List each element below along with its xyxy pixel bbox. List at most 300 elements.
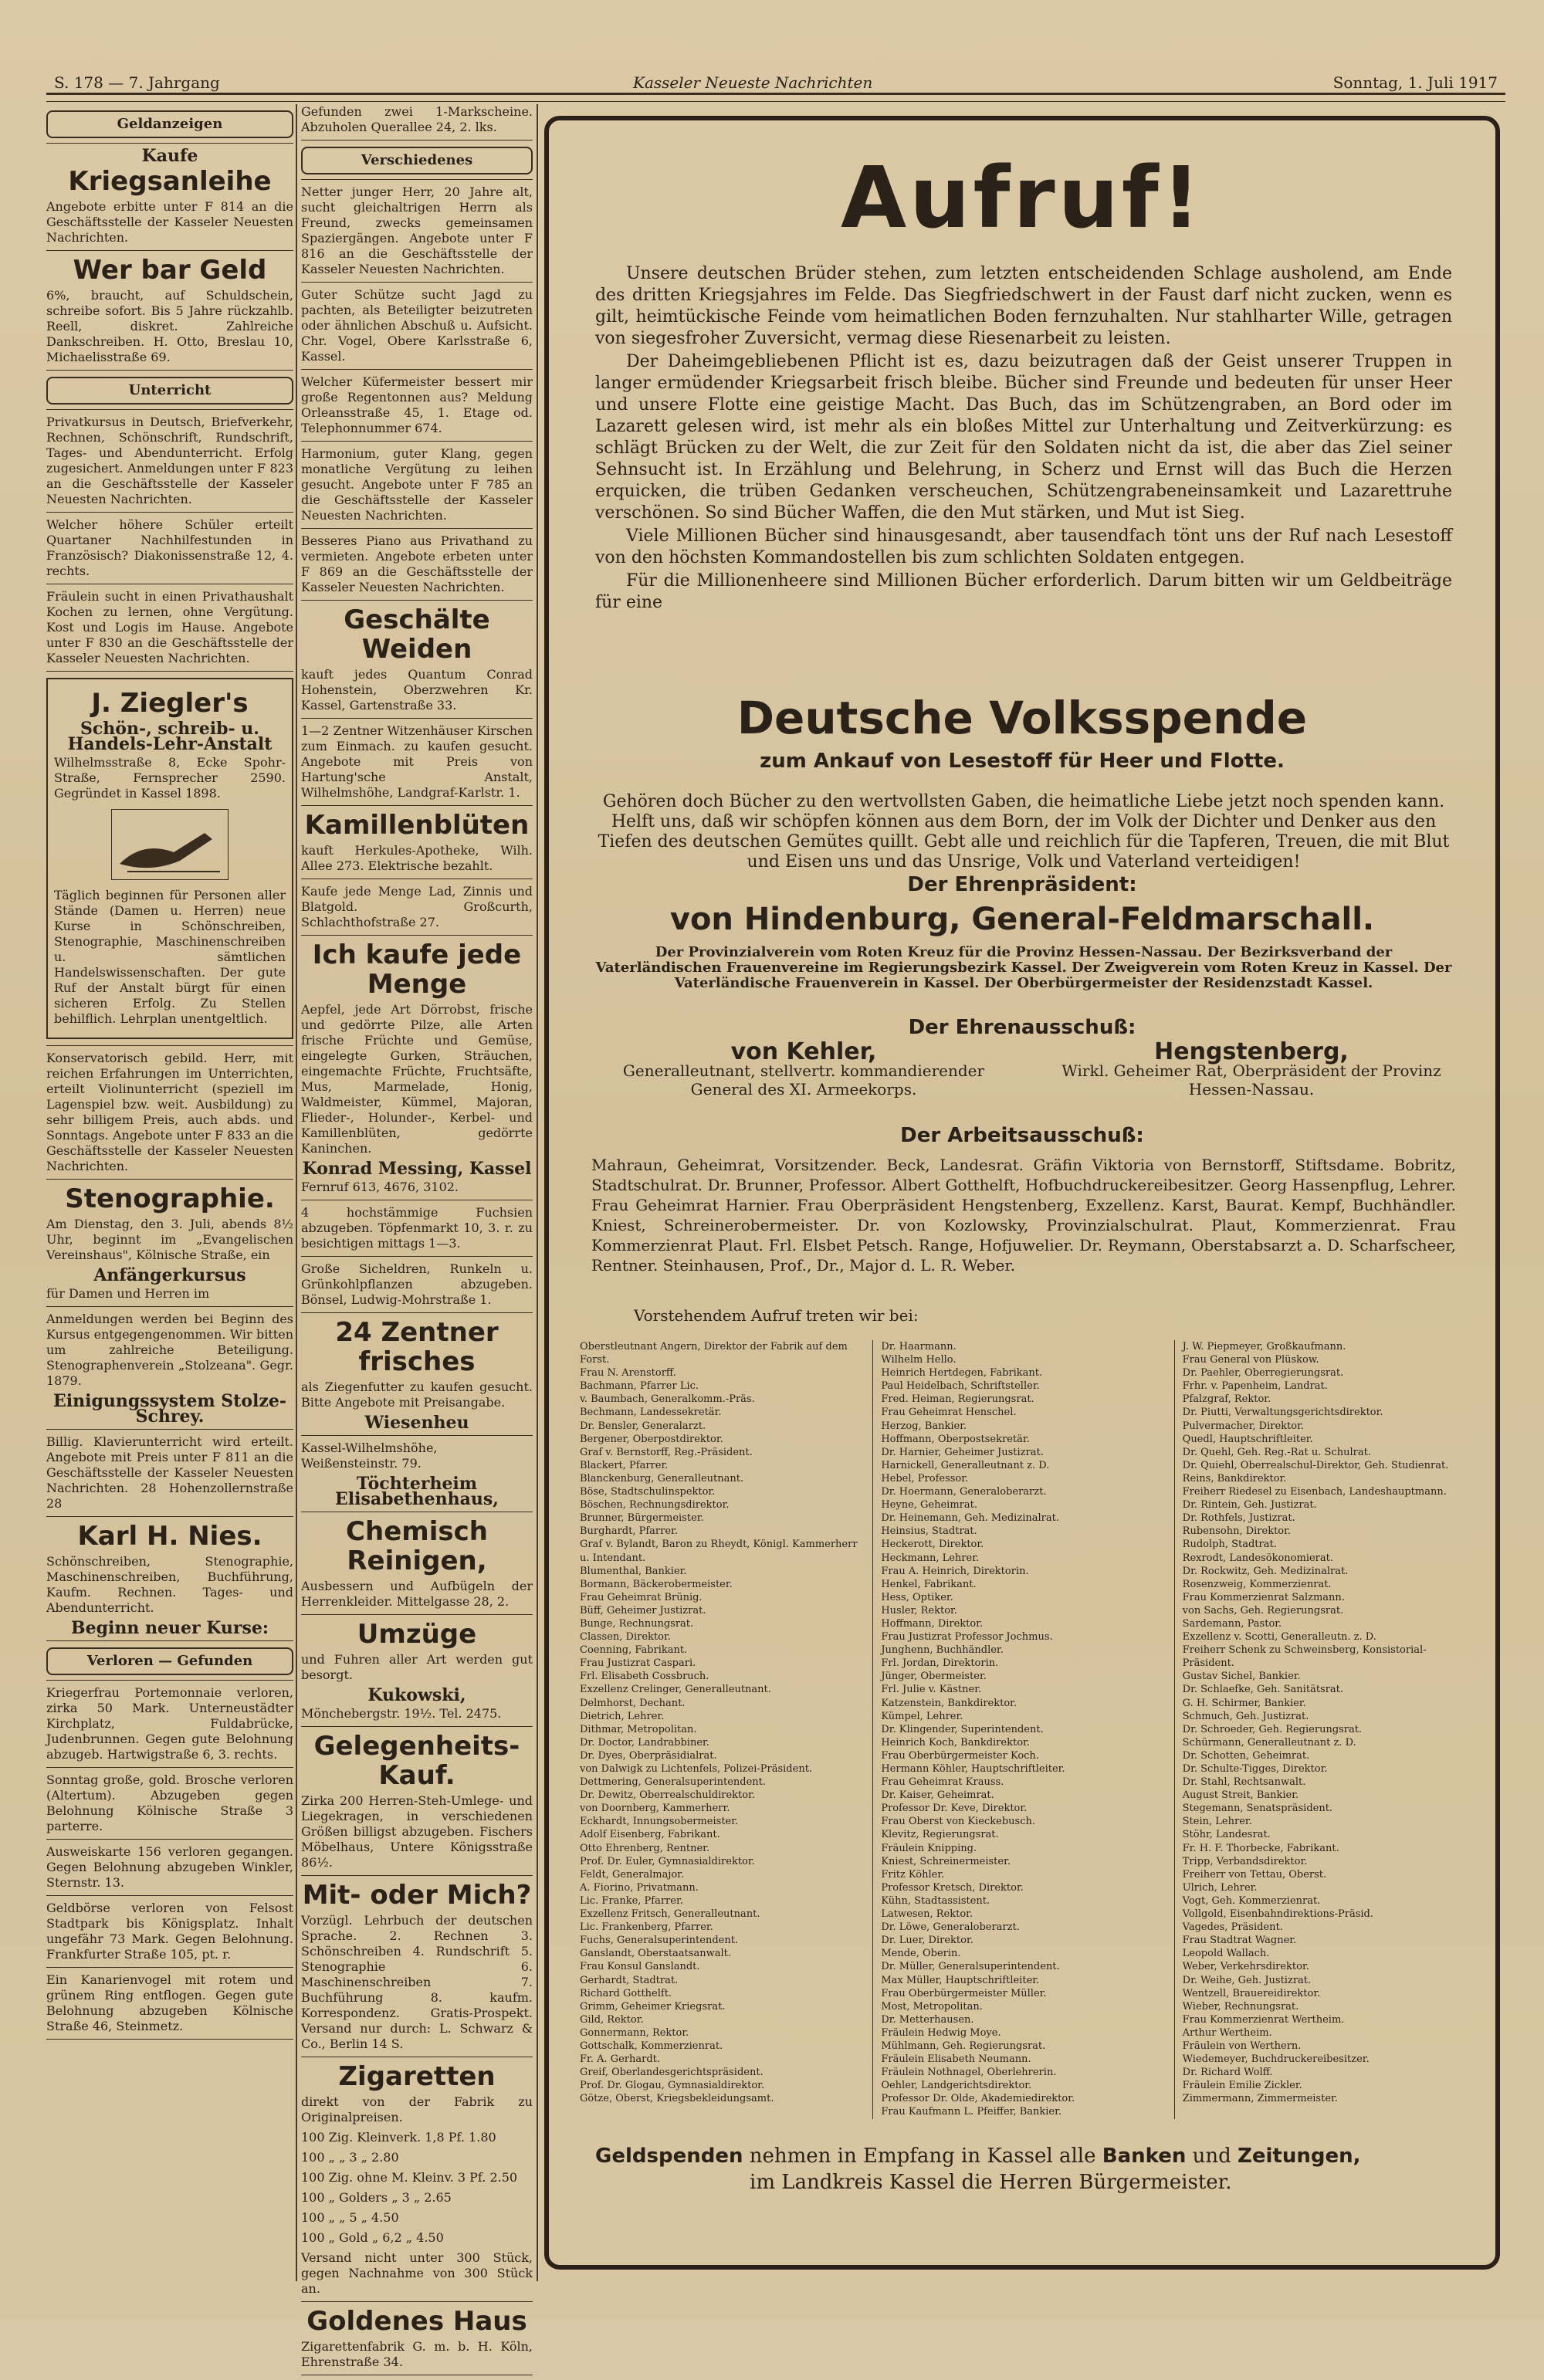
geldspenden-text-2: im Landkreis Kassel die Herren Bürgermeister. bbox=[750, 2171, 1232, 2194]
supporters-column-3 bbox=[1183, 1340, 1468, 2119]
aufruf-text bbox=[595, 263, 1452, 615]
supporter-name: Frl. Jordan, Direktorin. bbox=[881, 1657, 999, 1670]
classified-ad bbox=[46, 517, 293, 579]
ad-highlight: Konrad Messing, Kassel bbox=[302, 1159, 532, 1179]
supporter-name: Frau Kommerzienrat Salzmann. bbox=[1182, 1591, 1345, 1603]
supporter-name: Lic. Frankenberg, Pfarrer. bbox=[580, 1921, 713, 1934]
supporter-name: Frau Oberbürgermeister Koch. bbox=[881, 1749, 1039, 1762]
supporter-name: Eckhardt, Innungsobermeister. bbox=[580, 1816, 739, 1828]
supporter-name: Fräulein Hedwig Moye. bbox=[881, 2026, 1001, 2039]
ad-text: Billig. Klavierunterricht wird erteilt. Angebote mit Preis unter F 811 an die Geschäftsstelle der Kasseler Neuesten Nachrichten. 28 Hohenzollernstraße 28 bbox=[46, 1434, 293, 1511]
ad-separator bbox=[301, 1256, 533, 1257]
supporter-name: Frau A. Heinrich, Direktorin. bbox=[881, 1565, 1029, 1577]
supporter-name: Latwesen, Rektor. bbox=[881, 1908, 973, 1921]
header-rule bbox=[46, 93, 1505, 102]
supporter-name: Schürmann, Generalleutnant z. D. bbox=[1182, 1736, 1356, 1749]
supporter-name: Fuchs, Generalsuperintendent. bbox=[580, 1935, 739, 1947]
ad-separator bbox=[301, 718, 533, 719]
classified-column-2 bbox=[301, 104, 533, 2380]
supporter-name: Kniest, Schreinermeister. bbox=[881, 1855, 1011, 1867]
ehrenpraesident-heading: Der Ehrenpräsident: bbox=[907, 873, 1137, 896]
vereine-list: Der Provinzialverein vom Roten Kreuz für die Provinz Hessen-Nassau. Der Bezirksverband der Vaterländischen Frauenvereine im Regierungsbezirk Kassel. Der Zweigverein vom Roten Kreuz in Kassel. Der Vaterländische Frauenverein in Kassel. Der Oberbürgermeister der Residenzstadt Kassel. bbox=[595, 944, 1452, 991]
supporter-name: Heckerott, Direktor. bbox=[881, 1539, 984, 1551]
ad-text: Vorzügl. Lehrbuch der deutschen Sprache. 2. Rechnen 3. Schönschreiben 4. Rundschrift 5. Stenographie 6. Maschinenschreiben 7. Buchführung 8. kaufm. Korrespondenz. Gratis-Prospekt. Versand nur durch: L. Schwarz & Co., Berlin 14 S. bbox=[301, 1913, 533, 2051]
ad-separator bbox=[301, 528, 533, 529]
supporter-name: Heinrich Hertdegen, Fabrikant. bbox=[881, 1367, 1043, 1380]
classified-ad bbox=[46, 678, 293, 1039]
ad-separator bbox=[46, 1516, 293, 1517]
classified-column-1 bbox=[46, 104, 293, 2044]
ad-text: Kassel-Wilhelmshöhe, Weißensteinstr. 79. bbox=[301, 1441, 438, 1471]
supporter-name: Frau Geheimrat Brünig. bbox=[580, 1591, 703, 1603]
ad-text: Geldbörse verloren von Felsost Stadtpark bis Königsplatz. Inhalt ungefähr 73 Mark. Gegen Belohnung. Frankfurter Straße 105, pt. r. bbox=[46, 1901, 293, 1962]
supporter-name: Dr. Schlaefke, Geh. Sanitätsrat. bbox=[1182, 1684, 1344, 1696]
classified-ad bbox=[301, 884, 533, 930]
supporter-name: Frhr. v. Papenheim, Landrat. bbox=[1182, 1380, 1328, 1393]
price-line: 100 „ „ 5 „ 4.50 bbox=[301, 2210, 399, 2225]
ad-title: Kamillenblüten bbox=[304, 810, 530, 841]
ad-separator bbox=[46, 1967, 293, 1968]
supporter-name: Wieber, Rechnungsrat. bbox=[1182, 2000, 1299, 2013]
supporter-name: Hess, Optiker. bbox=[881, 1591, 953, 1603]
ad-separator bbox=[46, 1640, 293, 1641]
supporter-name: Dr. Rockwitz, Geh. Medizinalrat. bbox=[1182, 1565, 1349, 1577]
supporter-name: Frau Geheimrat Krauss. bbox=[881, 1776, 1004, 1789]
ehren-right-desc: Wirkl. Geheimer Rat, Oberpräsident der Provinz Hessen-Nassau. bbox=[1062, 1061, 1441, 1099]
ad-highlight: Wiesenheu bbox=[364, 1413, 469, 1433]
supporter-name: Greif, Oberlandesgerichtspräsident. bbox=[580, 2067, 764, 2079]
supporter-name: Freiherr von Tettau, Oberst. bbox=[1182, 1868, 1327, 1881]
supporter-name: Max Müller, Hauptschriftleiter. bbox=[881, 1974, 1040, 1986]
supporter-name: J. W. Piepmeyer, Großkaufmann. bbox=[1182, 1341, 1346, 1353]
supporter-name: Weber, Verkehrsdirektor. bbox=[1182, 1961, 1309, 1973]
supporter-name: Kümpel, Lehrer. bbox=[881, 1710, 963, 1722]
classified-ad bbox=[46, 1972, 293, 2034]
section-heading: Verschiedenes bbox=[301, 147, 533, 174]
supporter-name: Gustav Sichel, Bankier. bbox=[1182, 1671, 1301, 1683]
ad-text: Täglich beginnen für Personen aller Stände (Damen u. Herren) neue Kurse in Schönschreiben, Stenographie, Maschinenschreiben u. sämtlichen Handelswissenschaften. Der gute Ruf der Anstalt bürgt für einen sicheren Erfolg. Zu Stellen behilflich. Lehrplan unentgeltlich. bbox=[54, 888, 286, 1026]
ad-separator bbox=[46, 250, 293, 251]
supporter-name: Paul Heidelbach, Schriftsteller. bbox=[881, 1380, 1040, 1393]
ad-highlight: Töchterheim Elisabethenhaus, bbox=[335, 1474, 499, 1509]
ad-text: Kriegerfrau Portemonnaie verloren, zirka 50 Mark. Unterneustädter Kirchplatz, Fuldabrücke, Judenbrunnen. Gegen gute Belohnung abzugeb. Hartwigstraße 6, 3. rechts. bbox=[46, 1685, 293, 1762]
classified-ad bbox=[301, 533, 533, 595]
classified-ad bbox=[46, 1647, 293, 1675]
supporter-name: Gottschalk, Kommerzienrat. bbox=[580, 2040, 723, 2052]
classified-ad bbox=[301, 1881, 533, 2052]
supporter-name: Heinsius, Stadtrat. bbox=[881, 1525, 977, 1538]
supporter-name: Bergener, Oberpostdirektor. bbox=[580, 1433, 723, 1445]
ad-text: Versand nicht unter 300 Stück, gegen Nachnahme von 300 Stück an. bbox=[301, 2250, 533, 2296]
supporter-name: Dr. Heinemann, Geh. Medizinalrat. bbox=[881, 1512, 1059, 1525]
supporter-name: Coenning, Fabrikant. bbox=[580, 1644, 688, 1657]
ad-title: Stenographie. bbox=[65, 1183, 275, 1214]
supporter-name: Schmuch, Geh. Justizrat. bbox=[1182, 1710, 1309, 1722]
supporter-name: August Streit, Bankier. bbox=[1182, 1789, 1299, 1802]
ad-text: 4 hochstämmige Fuchsien abzugeben. Töpfenmarkt 10, 3. r. zu besichtigen mittags 1—3. bbox=[301, 1205, 533, 1251]
supporter-name: Dr. Luer, Direktor. bbox=[881, 1935, 973, 1947]
column-rule bbox=[1174, 1340, 1175, 2119]
supporter-name: Gonnermann, Rektor. bbox=[580, 2026, 689, 2039]
supporter-name: Otto Ehrenberg, Rentner. bbox=[580, 1842, 710, 1854]
ad-highlight: Anfängerkursus bbox=[93, 1265, 246, 1285]
supporter-name: Frau Stadtrat Wagner. bbox=[1182, 1935, 1297, 1947]
ad-text: Aepfel, jede Art Dörrobst, frische und gedörrte Pilze, alle Arten frische Früchte und Gemüse, eingelegte Gurken, Sträuchen, eingemachte Früchte, Fruchtsäfte, Mus, Marmelade, Honig, Waldmeister, Kümmel, Majoran, Flieder-, Holunder-, Kerbel- und Kamillenblüten, gedörrte Kaninchen. bbox=[301, 1002, 533, 1156]
supporter-name: Dr. Metterhausen. bbox=[881, 2013, 974, 2026]
supporter-name: Rosenzweig, Kommerzienrat. bbox=[1182, 1578, 1332, 1590]
ehrenausschuss-members bbox=[603, 1038, 1452, 1099]
supporter-name: Blackert, Pfarrer. bbox=[580, 1459, 669, 1471]
ad-title: Mit- oder Mich? bbox=[302, 1880, 532, 1911]
supporter-name: Dr. Dewitz, Oberrealschuldirektor. bbox=[580, 1789, 756, 1802]
classified-ad bbox=[46, 377, 293, 405]
supporter-name: Grimm, Geheimer Kriegsrat. bbox=[580, 2000, 726, 2013]
ad-text: Am Dienstag, den 3. Juli, abends 8½ Uhr, beginnt im „Evangelischen Vereinshaus", Kölnische Straße, ein bbox=[46, 1217, 293, 1262]
ad-text: Ausweiskarte 156 verloren gegangen. Gegen Belohnung abzugeben Winkler, Sternstr. 13. bbox=[46, 1844, 293, 1890]
supporter-name: Delmhorst, Dechant. bbox=[580, 1697, 686, 1709]
supporter-name: Fräulein Knipping. bbox=[881, 1842, 977, 1854]
supporter-name: Wentzell, Brauereidirektor. bbox=[1182, 1987, 1321, 1999]
supporter-name: von Doornberg, Kammerherr. bbox=[580, 1803, 730, 1815]
ad-text: Angebote erbitte unter F 814 an die Geschäftsstelle der Kasseler Neuesten Nachrichten. bbox=[46, 199, 293, 245]
classified-ad bbox=[46, 1685, 293, 1762]
ad-text: Besseres Piano aus Privathand zu vermieten. Angebote erbeten unter F 869 an die Geschäftsstelle der Kasseler Neuesten Nachrichten. bbox=[301, 533, 533, 594]
supporter-name: Fr. H. F. Thorbecke, Fabrikant. bbox=[1182, 1842, 1339, 1854]
supporter-name: Blumenthal, Bankier. bbox=[580, 1565, 687, 1577]
aufruf-paragraph: Viele Millionen Bücher sind hinausgesandt, aber tausendfach tönt uns der Ruf nach Lesestoff von den höchsten Kommandostellen bis zum schlichten Soldaten entgegen. bbox=[595, 526, 1452, 567]
supporter-name: Henkel, Fabrikant. bbox=[881, 1578, 977, 1590]
supporter-name: Frau Oberbürgermeister Müller. bbox=[881, 1987, 1047, 1999]
ehrenausschuss-heading: Der Ehrenausschuß: bbox=[908, 1016, 1136, 1039]
supporter-name: Heckmann, Lehrer. bbox=[881, 1552, 980, 1564]
classified-ad bbox=[46, 415, 293, 507]
supporter-name: Fräulein Emilie Zickler. bbox=[1182, 2080, 1302, 2092]
supporter-name: Dr. Quehl, Geh. Reg.-Rat u. Schulrat. bbox=[1182, 1446, 1371, 1458]
ad-separator bbox=[301, 1726, 533, 1727]
ad-separator bbox=[301, 600, 533, 601]
ad-text: Anmeldungen werden bei Beginn des Kursus entgegengenommen. Wir bitten um zahlreiche Beteiligung. Stenographenverein „Stolzeana". Gegr. 1879. bbox=[46, 1312, 293, 1388]
ad-separator bbox=[301, 179, 533, 180]
supporter-name: von Sachs, Geh. Regierungsrat. bbox=[1182, 1604, 1344, 1617]
supporter-name: Dr. Dyes, Oberpräsidialrat. bbox=[580, 1749, 717, 1762]
supporter-name: Hermann Köhler, Hauptschriftleiter. bbox=[881, 1763, 1065, 1775]
ad-separator bbox=[46, 512, 293, 513]
supporter-name: Dr. Rintein, Geh. Justizrat. bbox=[1182, 1499, 1317, 1512]
section-heading: Unterricht bbox=[46, 377, 293, 405]
classified-ad bbox=[301, 1261, 533, 1308]
ad-text: kauft Herkules-Apotheke, Wilh. Allee 273. Elektrische bezahlt. bbox=[301, 843, 533, 873]
ad-separator bbox=[301, 805, 533, 806]
price-line: 100 „ „ 3 „ 2.80 bbox=[301, 2150, 399, 2165]
supporter-name: Frau Kommerzienrat Wertheim. bbox=[1182, 2013, 1345, 2026]
ad-highlight: Einigungssystem Stolze-Schrey. bbox=[53, 1391, 286, 1427]
ad-separator bbox=[46, 1429, 293, 1430]
supporter-name: Graf v. Bylandt, Baron zu Rheydt, Königl. Kammerherr u. Intendant. bbox=[580, 1539, 858, 1564]
supporter-name: Fr. A. Gerhardt. bbox=[580, 2053, 661, 2066]
supporter-name: Dr. Paehler, Oberregierungsrat. bbox=[1182, 1367, 1344, 1380]
ad-title: Umzüge bbox=[357, 1619, 477, 1650]
classified-ad bbox=[46, 1051, 293, 1174]
ad-text: Harmonium, guter Klang, gegen monatliche Vergütung zu leihen gesucht. Angebote unter F 785 an die Geschäftsstelle der Kasseler Neuesten Nachrichten. bbox=[301, 446, 533, 523]
classified-ad bbox=[301, 287, 533, 364]
classified-ad bbox=[301, 446, 533, 523]
ad-text: Privatkursus in Deutsch, Briefverkehr, Rechnen, Schönschrift, Rundschrift, Tages- und Abendunterricht. Erfolg zugesichert. Anmeldungen unter F 823 an die Geschäftsstelle der Kasseler Neuesten Nachrichten. bbox=[46, 415, 293, 506]
zeitungen-label: Zeitungen, bbox=[1238, 2145, 1361, 2168]
supporter-name: Herzog, Bankier. bbox=[881, 1420, 967, 1432]
supporter-name: Brunner, Bürgermeister. bbox=[580, 1512, 704, 1525]
supporter-name: Dr. Bensler, Generalarzt. bbox=[580, 1420, 706, 1432]
supporter-name: Mühlmann, Geh. Regierungsrat. bbox=[881, 2040, 1046, 2052]
supporter-name: Ganslandt, Oberstaatsanwalt. bbox=[580, 1948, 731, 1960]
supporter-name: Dithmar, Metropolitan. bbox=[580, 1723, 697, 1735]
classified-ad bbox=[301, 940, 533, 1195]
supporter-name: Oberstleutnant Angern, Direktor der Fabrik auf dem Forst. bbox=[580, 1341, 848, 1366]
ehren-right-name: Hengstenberg, bbox=[1154, 1038, 1349, 1065]
supporter-name: Fräulein Nothnagel, Oberlehrerin. bbox=[881, 2067, 1057, 2079]
supporter-name: Frau Kaufmann L. Pfeiffer, Bankier. bbox=[881, 2106, 1062, 2118]
ad-text: Guter Schütze sucht Jagd zu pachten, als Beteiligter beizutreten oder ähnlichen Abschuß u. Aufsicht. Chr. Vogel, Obere Karlsstraße 6, Kassel. bbox=[301, 287, 533, 364]
supporter-name: Vollgold, Eisenbahndirektions-Präsid. bbox=[1182, 1908, 1373, 1921]
supporter-name: Arthur Wertheim. bbox=[1182, 2026, 1272, 2039]
ad-separator bbox=[46, 1839, 293, 1840]
classified-ad bbox=[46, 1901, 293, 1962]
ad-text: für Damen und Herren im bbox=[46, 1286, 210, 1301]
ad-text: 6%, braucht, auf Schuldschein, schreibe sofort. Bis 5 Jahre rückzahlb. Reell, diskret. Zahlreiche Dankschreiben. H. Otto, Breslau 10, Michaelisstraße 69. bbox=[46, 288, 293, 364]
ad-separator bbox=[46, 1680, 293, 1681]
classified-ad bbox=[301, 147, 533, 174]
ad-text: Netter junger Herr, 20 Jahre alt, sucht gleichaltrigen Herrn als Freund, zwecks gemeinsamen Spaziergängen. Angebote unter F 816 an die Geschäftsstelle der Kasseler Neuesten Nachrichten. bbox=[301, 185, 533, 276]
classified-ad bbox=[301, 605, 533, 713]
header-left: S. 178 — 7. Jahrgang bbox=[54, 73, 220, 92]
ad-highlight: Beginn neuer Kurse: bbox=[71, 1618, 269, 1638]
section-heading: Verloren — Gefunden bbox=[46, 1647, 293, 1675]
ad-subtitle: Schön-, schreib- u. Handels-Lehr-Anstalt bbox=[67, 719, 273, 754]
supporter-name: Frau Oberst von Kieckebusch. bbox=[881, 1816, 1035, 1828]
supporter-name: Dr. Stahl, Rechtsanwalt. bbox=[1182, 1776, 1306, 1789]
classified-ad bbox=[301, 104, 533, 135]
supporter-name: Prof. Dr. Glogau, Gymnasialdirektor. bbox=[580, 2080, 765, 2092]
classified-ad bbox=[301, 2307, 533, 2370]
ad-separator bbox=[46, 370, 293, 371]
ad-text: Zirka 200 Herren-Steh-Umlege- und Liegekragen, in verschiedenen Größen billigst abzugeben. Fischers Möbelhaus, Untere Königsstraße 86½. bbox=[301, 1793, 533, 1870]
supporter-name: Hoffmann, Oberpostsekretär. bbox=[881, 1433, 1030, 1445]
supporter-name: Stöhr, Landesrat. bbox=[1182, 1829, 1271, 1841]
ad-separator bbox=[46, 1767, 293, 1768]
supporter-name: Mende, Oberin. bbox=[881, 1948, 961, 1960]
supporter-name: Pulvermacher, Direktor. bbox=[1182, 1420, 1304, 1432]
supporter-name: Böschen, Rechnungsdirektor. bbox=[580, 1499, 730, 1512]
supporter-name: Graf v. Bernstorff, Reg.-Präsident. bbox=[580, 1446, 753, 1458]
supporter-name: Büff, Geheimer Justizrat. bbox=[580, 1604, 706, 1617]
ad-text: Konservatorisch gebild. Herr, mit reichen Erfahrungen im Unterrichten, erteilt Violinunterricht (speziell im Lagenspiel bzw. weit. Ausbildung) zu sehr billigem Preis, auch abds. und Sonntags. Angebote unter F 833 an die Geschäftsstelle der Kasseler Neuesten Nachrichten. bbox=[46, 1051, 293, 1173]
supporter-name: Dr. Doctor, Landrabbiner. bbox=[580, 1736, 709, 1749]
supporter-name: Professor Kretsch, Direktor. bbox=[881, 1881, 1024, 1894]
classified-ad bbox=[46, 589, 293, 666]
ad-separator bbox=[46, 1179, 293, 1180]
supporter-name: Frau Justizrat Professor Jochmus. bbox=[881, 1631, 1053, 1644]
classified-ad bbox=[46, 1844, 293, 1891]
supporter-name: Dr. Schotten, Geheimrat. bbox=[1182, 1749, 1310, 1762]
supporter-name: Classen, Direktor. bbox=[580, 1631, 671, 1644]
ad-separator bbox=[46, 1306, 293, 1307]
ad-separator bbox=[301, 441, 533, 442]
ad-title: Karl H. Nies. bbox=[77, 1521, 262, 1552]
supporters-intro: Vorstehendem Aufruf treten wir bei: bbox=[634, 1306, 919, 1325]
ehrenpraesident-name: von Hindenburg, General-Feldmarschall. bbox=[669, 902, 1375, 937]
ad-separator bbox=[46, 671, 293, 672]
supporter-name: Bunge, Rechnungsrat. bbox=[580, 1617, 694, 1630]
ad-pretitle: Kaufe bbox=[141, 146, 198, 166]
supporter-name: Frl. Elisabeth Cossbruch. bbox=[580, 1671, 709, 1683]
banken-label: Banken bbox=[1102, 2145, 1187, 2168]
classified-ad bbox=[301, 1620, 533, 1722]
supporter-name: Reins, Bankdirektor. bbox=[1182, 1472, 1287, 1485]
und-text: und bbox=[1192, 2145, 1231, 2168]
supporters-column-2 bbox=[881, 1340, 1166, 2119]
supporter-name: Fräulein Elisabeth Neumann. bbox=[881, 2053, 1031, 2066]
supporter-name: Dr. Quiehl, Oberrealschul-Direktor, Geh. Studienrat. bbox=[1182, 1459, 1449, 1471]
classified-ad bbox=[301, 1441, 533, 1507]
header-date: Sonntag, 1. Juli 1917 bbox=[1332, 73, 1498, 92]
price-line: 100 Zig. ohne M. Kleinv. 3 Pf. 2.50 bbox=[301, 2170, 518, 2185]
classified-ad bbox=[46, 1434, 293, 1512]
supporter-name: Frau Geheimrat Henschel. bbox=[881, 1407, 1017, 1419]
ad-separator bbox=[301, 1435, 533, 1436]
ehren-left-name: von Kehler, bbox=[730, 1038, 877, 1065]
classified-ad bbox=[46, 148, 293, 245]
ad-separator bbox=[301, 935, 533, 936]
ad-separator bbox=[46, 1045, 293, 1046]
supporter-name: Jünger, Obermeister. bbox=[881, 1671, 987, 1683]
supporter-name: Dr. Schulte-Tigges, Direktor. bbox=[1182, 1763, 1328, 1775]
classified-ad bbox=[301, 1317, 533, 1433]
ad-text: Gefunden zwei 1-Markscheine. Abzuholen Querallee 24, 2. lks. bbox=[301, 104, 533, 134]
column-rule bbox=[537, 104, 538, 2281]
classified-ad bbox=[301, 185, 533, 277]
supporter-name: Gild, Rektor. bbox=[580, 2013, 644, 2026]
ad-separator bbox=[46, 409, 293, 410]
classified-ad bbox=[46, 1522, 293, 1636]
volksspende-heading: Deutsche Volksspende bbox=[736, 692, 1308, 744]
classified-ad bbox=[46, 110, 293, 138]
classified-ad bbox=[46, 1184, 293, 1302]
ad-text: 1—2 Zentner Witzenhäuser Kirschen zum Einmach. zu kaufen gesucht. Angebote mit Preis von Hartung'sche Anstalt, Wilhelmshöhe, Landgraf-Karlstr. 1. bbox=[301, 723, 533, 800]
ad-text: Schönschreiben, Stenographie, Maschinenschreiben, Buchführung, Kaufm. Rechnen. Tages- und Abendunterricht. bbox=[46, 1554, 293, 1615]
ad-highlight: Kukowski, bbox=[367, 1685, 466, 1705]
arbeitsausschuss-heading: Der Arbeitsausschuß: bbox=[900, 1124, 1144, 1147]
supporter-name: Husler, Rektor. bbox=[881, 1604, 957, 1617]
writing-hand-illustration bbox=[111, 809, 229, 880]
ad-title: Chemisch Reinigen, bbox=[346, 1516, 488, 1576]
supporter-name: v. Baumbach, Generalkomm.-Präs. bbox=[580, 1393, 755, 1406]
price-line: 100 „ Gold „ 6,2 „ 4.50 bbox=[301, 2230, 444, 2245]
ad-title: Gelegenheits-Kauf. bbox=[313, 1731, 520, 1791]
supporter-name: Exzellenz Fritsch, Generalleutnant. bbox=[580, 1908, 760, 1921]
supporter-name: Most, Metropolitan. bbox=[881, 2000, 983, 2013]
ehren-right bbox=[1051, 1038, 1452, 1099]
supporter-name: Rudolph, Stadtrat. bbox=[1182, 1539, 1277, 1551]
supporter-name: Frau Konsul Ganslandt. bbox=[580, 1961, 700, 1973]
column-rule bbox=[872, 1340, 873, 2119]
ad-separator bbox=[46, 2039, 293, 2040]
supporter-name: Sardemann, Pastor. bbox=[1182, 1617, 1282, 1630]
supporter-name: Dr. Kaiser, Geheimrat. bbox=[881, 1789, 994, 1802]
supporter-name: Bechmann, Landessekretär. bbox=[580, 1407, 722, 1419]
supporter-name: Pfalzgraf, Rektor. bbox=[1182, 1393, 1271, 1406]
supporters-columns bbox=[580, 1340, 1468, 2119]
section-heading: Geldanzeigen bbox=[46, 110, 293, 138]
supporter-name: Oehler, Landgerichtsdirektor. bbox=[881, 2080, 1032, 2092]
supporter-name: Freiherr Schenk zu Schweinsberg, Konsistorial-Präsident. bbox=[1182, 1644, 1427, 1670]
supporter-name: Bachmann, Pfarrer Lic. bbox=[580, 1380, 699, 1393]
supporter-name: Dr. Richard Wolff. bbox=[1182, 2067, 1273, 2079]
ad-text: Sonntag große, gold. Brosche verloren (Altertum). Abzugeben gegen Belohnung Kölnische Straße 3 parterre. bbox=[46, 1772, 293, 1833]
ad-text: Große Sicheldren, Runkeln u. Grünkohlpflanzen abzugeben. Bönsel, Ludwig-Mohrstraße 1. bbox=[301, 1261, 533, 1307]
classified-ad bbox=[46, 256, 293, 365]
ad-title: Wer bar Geld bbox=[73, 255, 267, 286]
ad-text: als Ziegenfutter zu kaufen gesucht. Bitte Angebote mit Preisangabe. bbox=[301, 1380, 533, 1410]
supporter-name: Dr. Piutti, Verwaltungsgerichtsdirektor. bbox=[1182, 1407, 1383, 1419]
ad-text: und Fuhren aller Art werden gut besorgt. bbox=[301, 1652, 533, 1682]
supporter-name: Lic. Franke, Pfarrer. bbox=[580, 1894, 683, 1907]
supporter-name: Stein, Lehrer. bbox=[1182, 1816, 1252, 1828]
aufruf-paragraph: Unsere deutschen Brüder stehen, zum letzten entscheidenden Schlage ausholend, am Ende des dritten Kriegsjahres im Felde. Das Siegfriedschwert in der Faust darf nicht zucken, wenn es gilt, heimtückische Feinde vom heimatlichen Boden fernzuhalten. Nur stahlharter Wille, getragen von siegesfroher Zuversicht, vermag diese Riesenarbeit zu leisten. bbox=[595, 264, 1452, 348]
supporter-name: Frau N. Arenstorff. bbox=[580, 1367, 676, 1380]
ad-separator bbox=[301, 282, 533, 283]
ad-text: Ein Kanarienvogel mit rotem und grünem Ring entflogen. Gegen gute Belohnung abzugeben Kölnische Straße 46, Steinmetz. bbox=[46, 1972, 293, 2033]
supporter-name: Vogt, Geh. Kommerzienrat. bbox=[1182, 1894, 1321, 1907]
supporter-name: Kühn, Stadtassistent. bbox=[881, 1894, 990, 1907]
supporter-name: Götze, Oberst, Kriegsbekleidungsamt. bbox=[580, 2093, 774, 2105]
supporter-name: Böse, Stadtschulinspektor. bbox=[580, 1486, 716, 1498]
supporter-name: Fritz Köhler. bbox=[881, 1868, 945, 1881]
ad-title: Geschälte Weiden bbox=[344, 604, 490, 665]
supporter-name: Tripp, Verbandsdirektor. bbox=[1182, 1855, 1308, 1867]
classified-ad bbox=[301, 723, 533, 801]
aufruf-paragraph: Der Daheimgebliebenen Pflicht ist es, dazu beizutragen daß der Geist unserer Truppen in langer ermüdender Kriegsarbeit frisch bleibe. Bücher sind Freunde und bedeuten für unser Heer und unsere Flotte eine geistige Macht. Das Buch, das im Schützengraben, an Bord oder im Lazarett gelesen wird, ist mehr als ein bloßes Mittel zur Unterhaltung und Zeitverkürzung: es schlägt Brücken zu der Welt, die zur Zeit für den Soldaten nicht da ist, die aber das Ziel seiner Sehnsucht ist. In Erzählung und Belehrung, in Scherz und Ernst will das Buch die Herzen erquicken, die trüben Gedanken verscheuchen, Schützengrabeneinsamkeit und Lazarettruhe verschönen. So sind Bücher Waffen, die den Mut stärken, und Mut ist Sieg. bbox=[595, 352, 1452, 523]
classified-ad bbox=[301, 374, 533, 436]
ad-text: Ausbessern und Aufbügeln der Herrenkleider. Mittelgasse 28, 2. bbox=[301, 1579, 533, 1609]
geldspenden-label: Geldspenden bbox=[595, 2145, 743, 2168]
supporter-name: Leopold Wallach. bbox=[1182, 1948, 1270, 1960]
supporter-name: Gerhardt, Stadtrat. bbox=[580, 1974, 679, 1986]
ad-separator bbox=[46, 1895, 293, 1896]
supporter-name: Rubensohn, Direktor. bbox=[1182, 1525, 1292, 1538]
supporter-name: Heyne, Geheimrat. bbox=[881, 1499, 977, 1512]
supporter-name: Dr. Schroeder, Geh. Regierungsrat. bbox=[1182, 1723, 1363, 1735]
ad-separator bbox=[301, 1614, 533, 1615]
classified-ad bbox=[46, 1312, 293, 1427]
supporter-name: Professor Dr. Keve, Direktor. bbox=[881, 1803, 1028, 1815]
supporter-name: Freiherr Riedesel zu Eisenbach, Landeshauptmann. bbox=[1182, 1486, 1447, 1498]
supporter-name: G. H. Schirmer, Bankier. bbox=[1182, 1697, 1306, 1709]
supporter-name: Blanckenburg, Generalleutnant. bbox=[580, 1472, 744, 1485]
supporter-name: Rexrodt, Landesökonomierat. bbox=[1182, 1552, 1333, 1564]
ehren-left-desc: Generalleutnant, stellvertr. kommandierender General des XI. Armeekorps. bbox=[622, 1061, 985, 1099]
supporter-name: Wilhelm Hello. bbox=[881, 1354, 957, 1366]
supporter-name: Zimmermann, Zimmermeister. bbox=[1182, 2093, 1338, 2105]
supporter-name: Dettmering, Generalsuperintendent. bbox=[580, 1776, 767, 1789]
aufruf-box bbox=[544, 116, 1500, 2270]
geldspenden-note bbox=[595, 2143, 1452, 2195]
ad-separator bbox=[46, 143, 293, 144]
classified-ad bbox=[301, 1517, 533, 1610]
supporter-name: Klevitz, Regierungsrat. bbox=[881, 1829, 999, 1841]
supporter-name: Dietrich, Lehrer. bbox=[580, 1710, 665, 1722]
ad-separator bbox=[301, 1875, 533, 1876]
supporters-column-1 bbox=[580, 1340, 865, 2119]
ehren-left bbox=[603, 1038, 1004, 1099]
